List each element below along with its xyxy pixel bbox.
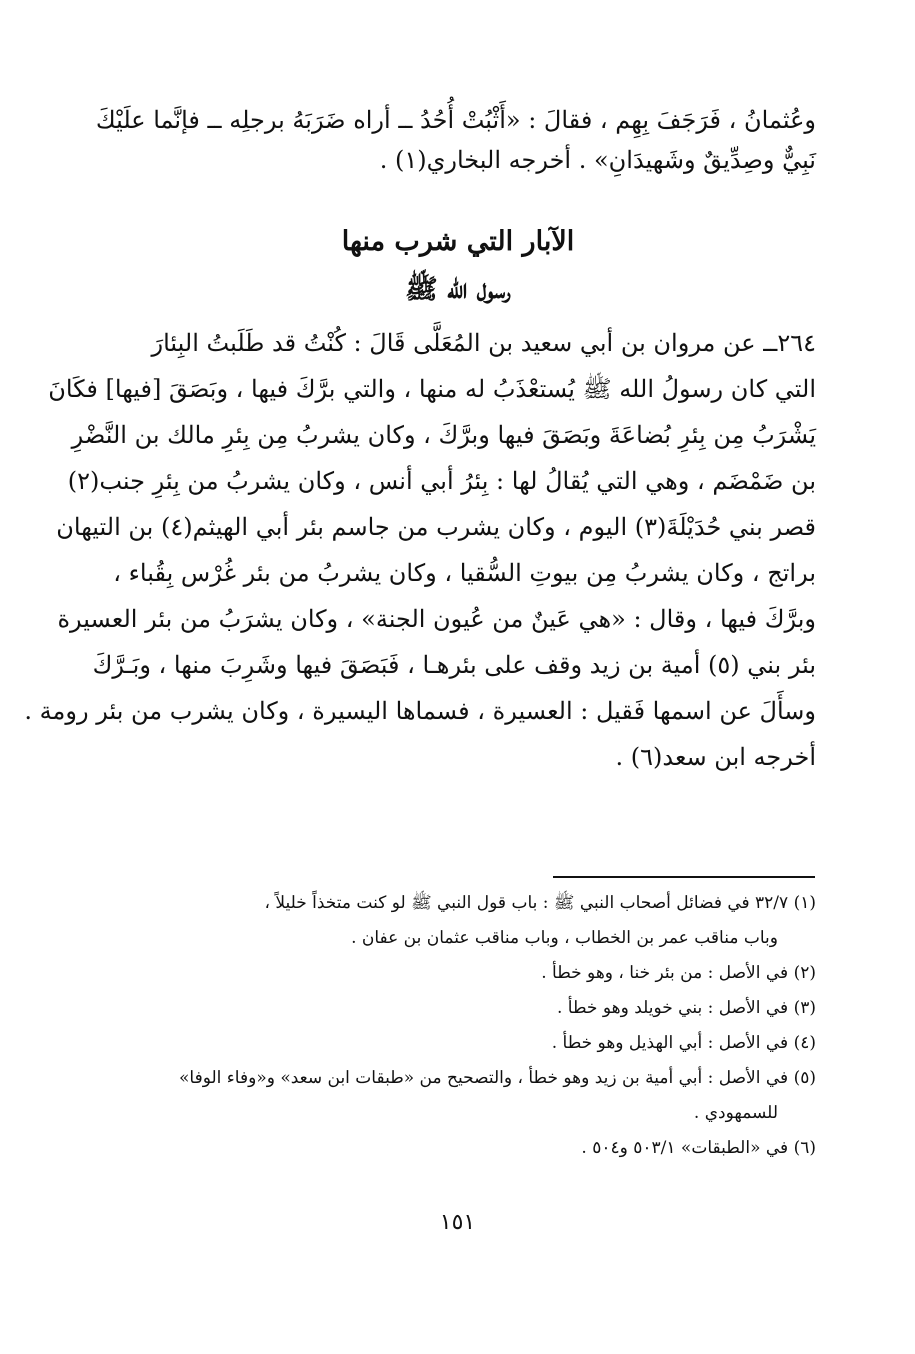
heading-line-2: رسول الله ﷺ [405, 274, 511, 305]
text-line: يَشْرَبُ مِن بِئرِ بُضاعَةَ وبَصَقَ فيها وبرَّكَ ، وكان يشربُ مِن بِئرِ مالك بن النَّضْرِ [71, 421, 816, 449]
footnote-divider [553, 876, 815, 878]
text-line: وبرَّكَ فيها ، وقال : «هي عَينٌ من عُيون الجنة» ، وكان يشرَبُ من بئر العسيرة [57, 605, 816, 633]
text-line: وعُثمانُ ، فَرَجَفَ بِهِم ، فقالَ : «أَثْبُتْ أُحُدُ ــ أراه ضَرَبَهُ برجلِه ــ فإنَّما علَيْكَ [95, 106, 816, 134]
section-heading [100, 218, 816, 314]
footnote-5: (٥) في الأصل : أبي أمية بن زيد وهو خطأ ، والتصحيح من «طبقات ابن سعد» و«وفاء الوفا» [179, 1068, 816, 1088]
footnote-3: (٣) في الأصل : بني خويلد وهو خطأ . [557, 998, 816, 1018]
footnote-1: (١) ٣٢/٧ في فضائل أصحاب النبي ﷺ : باب قول النبي ﷺ لو كنت متخذاً خليلاً ، [264, 893, 816, 913]
text-line: بئر بني (٥) أمية بن زيد وقف على بئرهـا ، فَبَصَقَ فيها وشَرِبَ منها ، وبَـرَّكَ [92, 651, 816, 679]
footnote-4: (٤) في الأصل : أبي الهذيل وهو خطأ . [551, 1033, 816, 1053]
text-line: بن ضَمْضَم ، وهي التي يُقالُ لها : بِئرُ أبي أنس ، وكان يشربُ من بِئرِ جنب(٢) [67, 467, 816, 495]
text-line: قصر بني حُدَيْلَةَ(٣) اليوم ، وكان يشرب من جاسم بئر أبي الهيثم(٤) بن التيهان [56, 513, 816, 541]
hadith-paragraph [24, 320, 816, 780]
footnote-1-continued: وباب مناقب عمر بن الخطاب ، وباب مناقب عثمان بن عفان . [351, 928, 778, 948]
text-line: التي كان رسولُ الله ﷺ يُستعْذَبُ له منها ، والتي برَّكَ فيها ، وبَصَقَ [فيها] فكَانَ [48, 375, 816, 403]
footnote-2: (٢) في الأصل : من بئر خنا ، وهو خطأ . [541, 963, 816, 983]
text-line: أخرجه ابن سعد(٦) . [615, 743, 816, 771]
footnotes [100, 886, 816, 1166]
footnote-5-continued: للسمهودي . [693, 1103, 778, 1123]
footnote-6: (٦) في «الطبقات» ٥٠٣/١ و٥٠٤ . [581, 1138, 816, 1158]
intro-paragraph [95, 100, 816, 180]
text-line: نَبِيٌّ وصِدِّيقٌ وشَهيدَانِ» . أخرجه البخاري(١) . [379, 146, 816, 174]
text-line: براتج ، وكان يشربُ مِن بيوتِ السُّقيا ، وكان يشربُ من بئر غُرْس بِقُباء ، [113, 559, 816, 587]
page-number: ١٥١ [439, 1210, 476, 1235]
text-line: ٢٦٤ــ عن مروان بن أبي سعيد بن المُعَلَّى قَالَ : كُنْتُ قد طَلَبتُ البِئارَ [151, 329, 816, 357]
text-line: وسأَلَ عن اسمها فَقيل : العسيرة ، فسماها اليسيرة ، وكان يشرب من بئر رومة . [24, 697, 816, 725]
heading-line-1: الآبار التي شرب منها [341, 226, 575, 257]
